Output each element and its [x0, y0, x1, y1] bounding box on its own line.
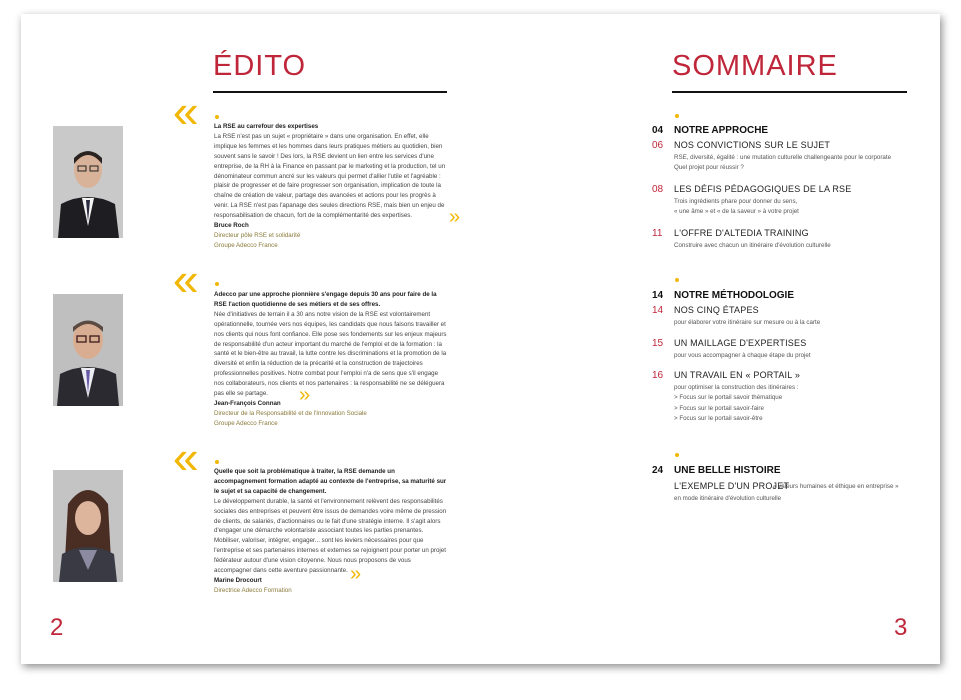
toc-item-14-num: 14 — [652, 305, 664, 316]
quote-chevron-icon-2: « — [173, 253, 199, 305]
left-page-number: 2 — [50, 614, 64, 641]
section-dot-2 — [675, 278, 679, 282]
toc-item-14[interactable] — [652, 305, 910, 331]
toc-item-16-line-2: > Focus sur le portail savoir thématique — [674, 394, 783, 402]
quote-chevron-icon-1: « — [173, 85, 199, 137]
toc-section-2-num: 14 — [652, 290, 664, 301]
edito-entry-3-heading: Quelle que soit la problématique à traiter, la RSE demande un accompagnement formation adapté au contexte de l'entreprise, sa maturité sur le sujet et sa capacité de changement. — [214, 468, 447, 495]
toc-item-06-line-2: Quel projet pour réussir ? — [674, 164, 744, 172]
bullet-dot-3 — [215, 460, 219, 464]
edito-entry-2-body: Née d'initiatives de terrain il a 30 ans notre vision de la RSE est volontairement opérationnelle, tournée vers nos équipes, les candidats que nous faisons travailler et nos clients qui nous font confiance. Elle pose ses fondements sur les enjeux majeurs de responsabilité d'un acteur important du marché de l'emploi et de la formation : la santé et le bien-être au travail, la lutte contre les discriminations et la promotion de la diversité et enfin la réduction de la précarité et la construction de trajectoires professionnelles positives. Notre combat pour l'emploi n'a de sens que s'il engage nos collaborateurs, nos clients et nos partenaires : la responsabilité ne se déléguera pas elle se partage. — [214, 310, 447, 398]
toc-item-16-line-3: > Focus sur le portail savoir-faire — [674, 404, 764, 412]
toc-item-06-line-1: RSE, diversité, égalité : une mutation culturelle challengeante pour le corporate — [674, 154, 892, 161]
edito-entry-2-role: Directeur de la Responsabilité et de l'Innovation Sociale — [214, 409, 367, 417]
edito-entry-1-author: Bruce Roch — [214, 222, 249, 230]
toc-section-1-title: NOTRE APPROCHE — [674, 125, 769, 136]
toc-item-11[interactable] — [652, 228, 910, 254]
toc-item-08-title: LES DÉFIS PÉDAGOGIQUES DE LA RSE — [674, 184, 852, 194]
toc-item-exemple-line-2: en mode itinéraire d'évolution culturelle — [674, 495, 782, 502]
portrait-photo-2 — [53, 294, 123, 406]
edito-entry-2-heading: Adecco par une approche pionnière s'engage depuis 30 ans pour faire de la RSE l'action quotidienne de ses métiers et de ses offres. — [214, 291, 437, 308]
edito-title-rule — [213, 91, 447, 93]
toc-item-08[interactable] — [652, 184, 910, 220]
edito-entry-1-role: Directeur pôle RSE et solidarité — [214, 231, 301, 239]
sommaire-title-rule — [672, 91, 907, 93]
toc-item-06-num: 06 — [652, 140, 664, 151]
quote-close-chevron-icon-1: » — [449, 206, 461, 228]
edito-entry-1-heading: La RSE au carrefour des expertises — [214, 123, 319, 130]
toc-item-16[interactable] — [652, 370, 910, 428]
toc-section-3-num: 24 — [652, 465, 664, 476]
toc-item-14-line-1: pour élaborer votre itinéraire sur mesure ou à la carte — [674, 319, 821, 326]
edito-entry-2-company: Groupe Adecco France — [214, 419, 278, 427]
edito-entry-2-author: Jean-François Connan — [214, 399, 281, 407]
edito-entry-3-role: Directrice Adecco Formation — [214, 586, 292, 594]
toc-item-15-line-1: pour vous accompagner à chaque étape du projet — [674, 352, 811, 359]
toc-item-15[interactable] — [652, 338, 910, 364]
edito-entry-2 — [214, 290, 447, 429]
bullet-dot-1 — [215, 115, 219, 119]
toc-section-2 — [652, 290, 912, 301]
toc-item-16-num: 16 — [652, 370, 664, 381]
toc-item-16-title: UN TRAVAIL EN « PORTAIL » — [674, 370, 801, 380]
toc-item-06-title: NOS CONVICTIONS SUR LE SUJET — [674, 140, 831, 150]
portrait-photo-1 — [53, 126, 123, 238]
edito-entry-3-body: Le développement durable, la santé et l'environnement relèvent des responsabilités sociales des entreprises et peuvent être issus de demandes voire même de pression de clients, de salariés, d'actionnaires ou le fait d'une stratégie interne. Il s'agit alors d'engager une démarche volontariste associant toutes les parties prenantes. Mobiliser, valoriser, intégrer, engager... sont les leviers nécessaires pour que l'entreprise et ses partenaires internes et externes se rejoignent pour porter un projet fédérateur autour d'une vision citoyenne. Nous nous proposons de vous accompagner dans cette aventure passionnante. — [214, 497, 447, 575]
right-page-number: 3 — [894, 614, 908, 641]
toc-section-3-title: UNE BELLE HISTOIRE — [674, 465, 781, 476]
toc-section-3 — [652, 465, 912, 476]
toc-item-11-title: L'OFFRE D'ALTEDIA TRAINING — [674, 228, 809, 238]
toc-item-11-num: 11 — [652, 228, 663, 239]
toc-item-exemple[interactable] — [652, 481, 910, 507]
toc-item-08-line-2: « une âme » et « de la saveur » à votre projet — [674, 208, 799, 216]
edito-entry-3 — [214, 467, 447, 596]
portrait-photo-3 — [53, 470, 123, 582]
quote-close-chevron-icon-3: » — [350, 563, 362, 585]
toc-item-08-line-1: Trois ingrédients phare pour donner du sens, — [674, 198, 798, 205]
edito-entry-1-company: Groupe Adecco France — [214, 241, 278, 249]
toc-item-16-line-1: pour optimiser la construction des itinéraires : — [674, 384, 799, 391]
toc-item-14-title: NOS CINQ ÉTAPES — [674, 305, 759, 315]
section-dot-3 — [675, 453, 679, 457]
toc-item-16-line-4: > Focus sur le portail savoir-être — [674, 415, 763, 423]
toc-item-08-num: 08 — [652, 184, 664, 195]
toc-item-11-line-1: Construire avec chacun un itinéraire d'évolution culturelle — [674, 242, 831, 249]
toc-section-2-title: NOTRE MÉTHODOLOGIE — [674, 290, 794, 301]
edito-entry-1 — [214, 122, 447, 251]
edito-entry-1-body: La RSE n'est pas un sujet « propriétaire » dans une organisation. En effet, elle implique les femmes et les hommes dans leurs pratiques métiers au quotidien, bien souvent sans le savoir ! Des lors, la RSE devient un lien entre les services d'une entreprise, de la RH à la Finance en passant par le marketing et la production, tel un dénominateur commun ancré sur les valeurs qui permet d'allier l'utile et l'agréable : plaisir de progresser et de faire progresser son organisation, implication de toute la chaîne de création de valeur, partage des avancées et actions pour les progrès à venir. La RSE n'est pas l'apanage des seules directions RSE, mais bien un enjeu de responsabilisation de chacun, fort de la complémentarité des expertises. — [214, 132, 446, 220]
edito-entry-3-author: Marine Drocourt — [214, 576, 262, 584]
toc-item-15-num: 15 — [652, 338, 664, 349]
toc-item-exemple-title: L'EXEMPLE D'UN PROJET — [674, 481, 790, 491]
quote-chevron-icon-3: « — [173, 431, 199, 483]
toc-item-exemple-line-1: « valeurs humaines et éthique en entreprise » — [773, 483, 899, 490]
toc-item-06[interactable] — [652, 140, 910, 176]
sommaire-title: SOMMAIRE — [672, 50, 838, 82]
toc-item-15-title: UN MAILLAGE D'EXPERTISES — [674, 338, 807, 348]
brochure-spread — [21, 14, 940, 664]
toc-section-1-num: 04 — [652, 125, 664, 136]
bullet-dot-2 — [215, 282, 219, 286]
quote-close-chevron-icon-2: » — [299, 384, 311, 406]
edito-title: ÉDITO — [213, 50, 307, 82]
toc-section-1 — [652, 125, 912, 136]
section-dot-1 — [675, 114, 679, 118]
